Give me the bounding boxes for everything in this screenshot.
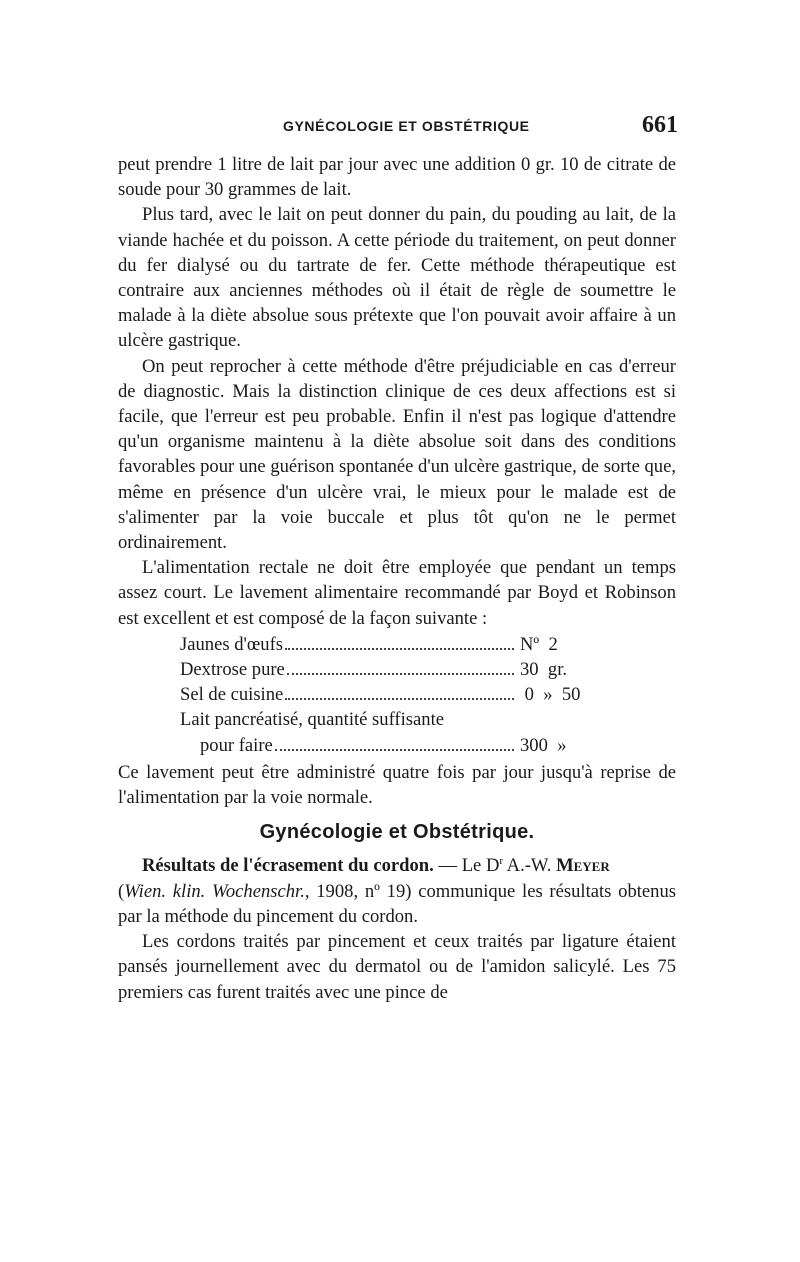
section-title: Gynécologie et Obstétrique.: [259, 821, 535, 844]
article-dash: — Le D: [433, 855, 500, 877]
recipe-ingredient: Jaunes d'œufs: [180, 633, 284, 655]
open-paren: (: [118, 880, 125, 902]
recipe-ingredient: Dextrose pure: [180, 659, 285, 681]
paragraph-2: Plus tard, avec le lait on peut donner du pain, du pouding au lait, de la viande hachée et du poisson. A cette période du traitement, on peut donner du fer dialysé ou du tartrate de fer. Cette méthode thérapeutique est contraire aux anciennes méthodes où il était de règle de soumettre le malade à la diète absolue sous prétexte que l'on pouvait avoir affaire à un ulcère gastrique.: [118, 204, 676, 352]
citation-rest: , 1908, nº 19) communique les résultats obtenus par la méthode du pincement du cordon.: [118, 880, 676, 927]
leader-dots: [285, 647, 514, 650]
paragraph-1: peut prendre 1 litre de lait par jour avec une addition 0 gr. 10 de citrate de soude pour 30 grammes de lait.: [118, 154, 676, 201]
article-intro: [118, 853, 676, 929]
doctor-superscript: r: [499, 855, 504, 868]
recipe-ingredient: pour faire: [200, 734, 273, 756]
journal-name: Wien. klin. Wochenschr.: [124, 880, 305, 902]
paragraph-3: On peut reprocher à cette méthode d'être préjudiciable en cas d'erreur de diagnostic. Mais la distinction clinique de ces deux affections est si facile, que l'erreur est peu probable. Enfin il n'est pas logique d'attendre qu'un organisme maintenu à la diète absolue soit dans des conditions favorables pour une guérison spontanée d'un ulcère gastrique, de sorte que, même en présence d'un ulcère vrai, le mieux pour le malade est de s'alimenter par la voie buccale et plus tôt qu'on ne le permet ordinairement.: [118, 355, 676, 554]
recipe-ingredient: Lait pancréatisé, quantité suffisante: [180, 709, 444, 731]
author-name: Meyer: [556, 855, 610, 877]
paragraph-5: Ce lavement peut être administré quatre fois par jour jusqu'à reprise de l'alimentation par la voie normale.: [118, 761, 676, 809]
recipe-quantity: 300 »: [520, 734, 567, 756]
leader-dots: [285, 697, 514, 700]
leader-dots: [275, 748, 514, 751]
recipe-quantity: 0 » 50: [520, 684, 581, 706]
running-head: GYNÉCOLOGIE ET OBSTÉTRIQUE: [283, 118, 530, 134]
recipe-row: [180, 733, 620, 758]
paragraph-4: L'alimentation rectale ne doit être employée que pendant un temps assez court. Le lavement alimentaire recommandé par Boyd et Robinson est excellent et est composé de la façon suivante :: [118, 557, 676, 629]
recipe-row: [180, 632, 620, 657]
recipe-row: [180, 657, 620, 682]
leader-dots: [287, 672, 514, 675]
author-initials: A.-W.: [503, 855, 557, 877]
article-title: Résultats de l'écrasement du cordon.: [142, 855, 434, 877]
paragraph-7: Les cordons traités par pincement et ceux traités par ligature étaient pansés journellement avec du dermatol ou de l'amidon salicylé. Les 75 premiers cas furent traités avec une pince de: [118, 931, 676, 1003]
page-number: 661: [642, 112, 678, 138]
enema-recipe: [180, 632, 620, 758]
recipe-row: [180, 682, 620, 707]
recipe-quantity: Nº 2: [520, 633, 558, 655]
recipe-ingredient: Sel de cuisine: [180, 684, 284, 706]
page-body: [118, 152, 676, 1005]
recipe-quantity: 30 gr.: [520, 659, 568, 681]
page-header: [118, 112, 678, 148]
